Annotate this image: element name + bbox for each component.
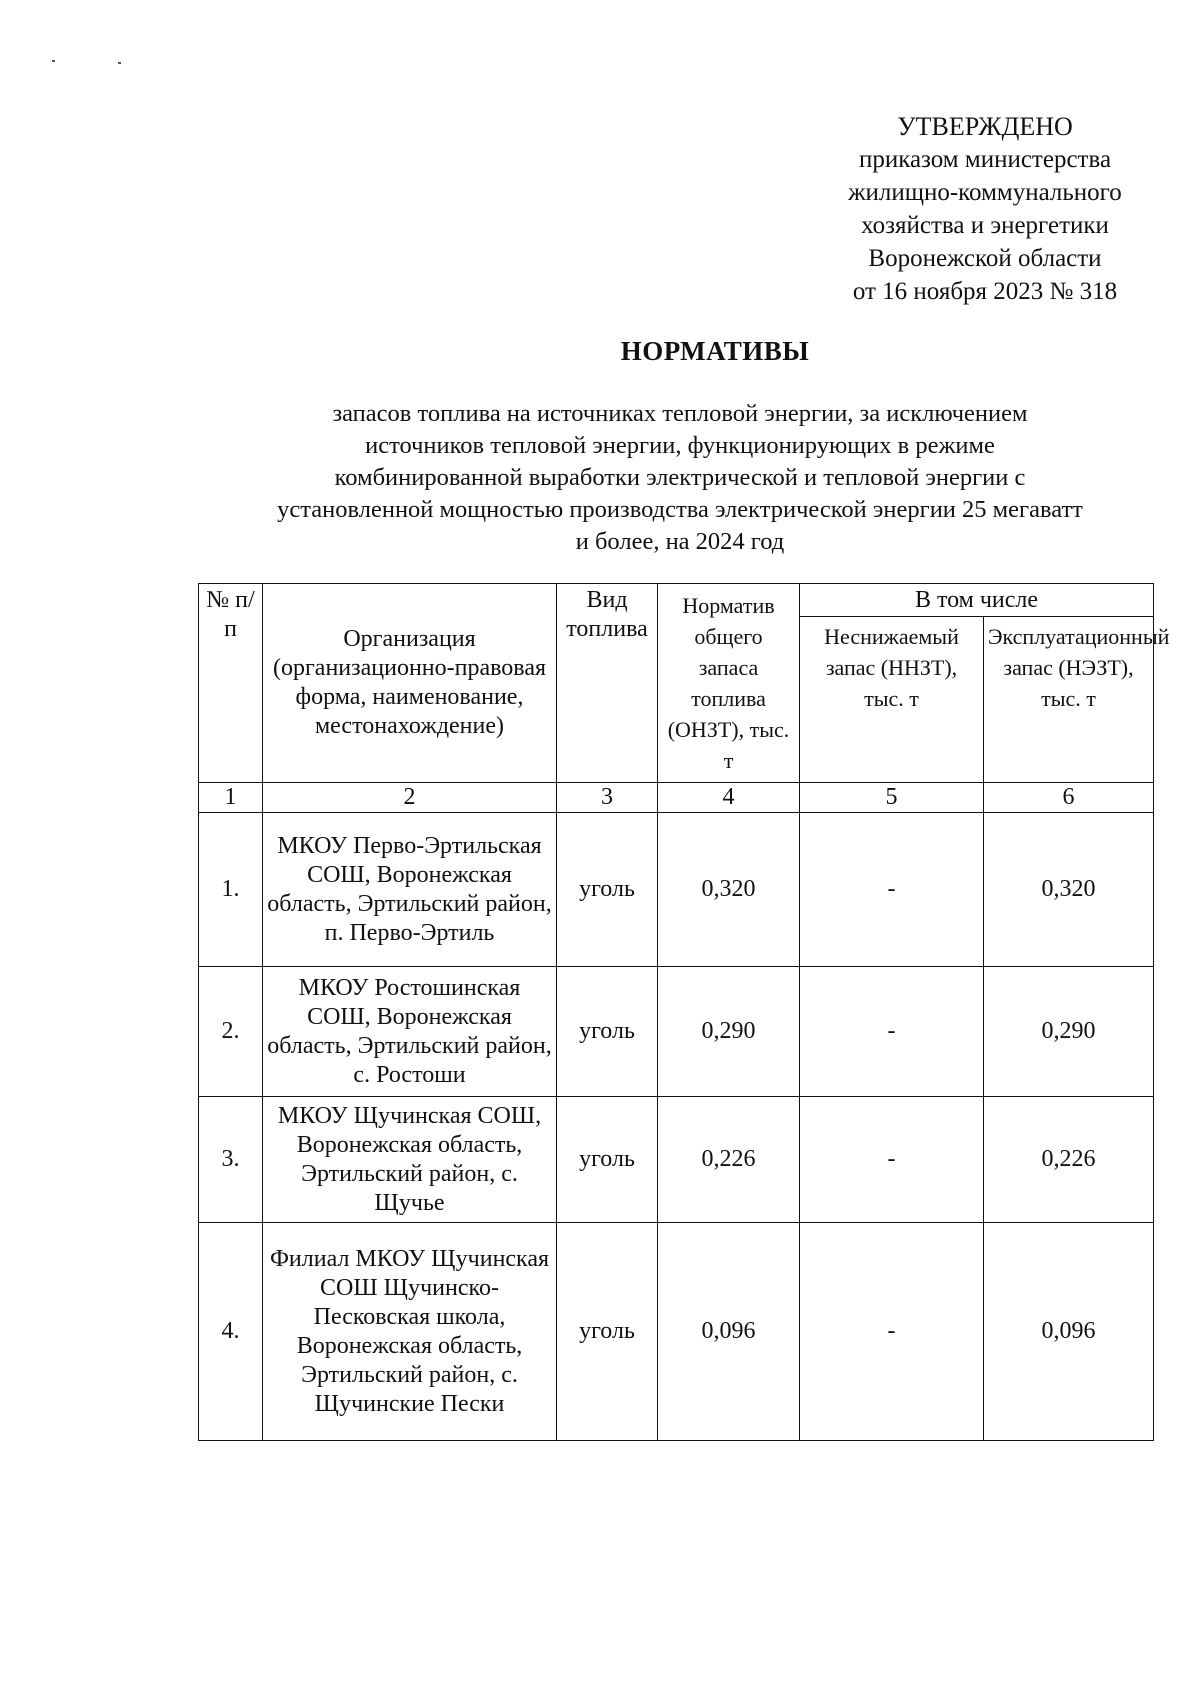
header-fuel-type: Вид топлива — [557, 584, 658, 783]
header-number: № п/п — [199, 584, 263, 783]
approval-line: от 16 ноября 2023 № 318 — [852, 278, 1118, 305]
row-onzt: 0,096 — [658, 1223, 800, 1441]
row-organization: Филиал МКОУ Щучинская СОШ Щучинско-Песковская школа, Воронежская область, Эртильский район, с. Щучинские Пески — [263, 1223, 557, 1441]
row-fuel-type: уголь — [557, 813, 658, 967]
row-fuel-type: уголь — [557, 1223, 658, 1441]
row-nnzt: - — [800, 967, 984, 1097]
row-number: 1. — [199, 813, 263, 967]
row-onzt: 0,226 — [658, 1097, 800, 1223]
row-number: 2. — [199, 967, 263, 1097]
row-number: 3. — [199, 1097, 263, 1223]
approval-line: Воронежской области — [868, 245, 1102, 272]
scan-speck — [118, 62, 121, 64]
header-onzt: Норматив общего запаса топлива (ОНЗТ), тыс. т — [658, 584, 800, 783]
table-row — [199, 813, 1154, 967]
column-number: 1 — [199, 783, 263, 813]
column-number: 4 — [658, 783, 800, 813]
row-onzt: 0,320 — [658, 813, 800, 967]
row-nnzt: - — [800, 813, 984, 967]
table-row — [199, 967, 1154, 1097]
approval-line: хозяйства и энергетики — [861, 212, 1109, 239]
subtitle-line: запасов топлива на источниках тепловой энергии, за исключением — [332, 400, 1028, 427]
norms-table — [198, 583, 1170, 1441]
approval-heading: УТВЕРЖДЕНО — [897, 112, 1073, 141]
approval-line: приказом министерства — [858, 146, 1112, 173]
column-number: 2 — [263, 783, 557, 813]
header-organization: Организация (организационно-правовая форма, наименование, местонахождение) — [263, 584, 557, 783]
row-fuel-type: уголь — [557, 1097, 658, 1223]
row-organization: МКОУ Щучинская СОШ, Воронежская область, Эртильский район, с. Щучье — [263, 1097, 557, 1223]
column-number-row — [199, 783, 1154, 813]
header-nnzt: Неснижаемый запас (ННЗТ), тыс. т — [800, 617, 984, 783]
approval-block — [820, 110, 1150, 308]
row-organization: МКОУ Перво-Эртильская СОШ, Воронежская область, Эртильский район, п. Перво-Эртиль — [263, 813, 557, 967]
row-onzt: 0,290 — [658, 967, 800, 1097]
subtitle-line: источников тепловой энергии, функционирующих в режиме — [365, 432, 995, 459]
approval-line: жилищно-коммунального — [848, 179, 1122, 206]
table-row — [199, 1223, 1154, 1441]
row-number: 4. — [199, 1223, 263, 1441]
subtitle-line: и более, на 2024 год — [575, 528, 785, 555]
header-including: В том числе — [800, 584, 1154, 617]
row-nnzt: - — [800, 1223, 984, 1441]
row-nezt: 0,096 — [984, 1223, 1154, 1441]
row-nezt: 0,226 — [984, 1097, 1154, 1223]
scan-speck — [52, 60, 55, 62]
row-fuel-type: уголь — [557, 967, 658, 1097]
subtitle-line: комбинированной выработки электрической и тепловой энергии с — [334, 464, 1026, 491]
subtitle-line: установленной мощностью производства электрической энергии 25 мегаватт — [277, 496, 1083, 523]
column-number: 5 — [800, 783, 984, 813]
document-subtitle — [200, 398, 1160, 558]
column-number: 3 — [557, 783, 658, 813]
row-nezt: 0,320 — [984, 813, 1154, 967]
row-organization: МКОУ Ростошинская СОШ, Воронежская область, Эртильский район, с. Ростоши — [263, 967, 557, 1097]
row-nnzt: - — [800, 1097, 984, 1223]
column-number: 6 — [984, 783, 1154, 813]
header-nezt: Эксплуатационный запас (НЭЗТ), тыс. т — [984, 617, 1154, 783]
table-header-row — [199, 584, 1154, 617]
row-nezt: 0,290 — [984, 967, 1154, 1097]
table-row — [199, 1097, 1154, 1223]
document-title: НОРМАТИВЫ — [620, 336, 810, 366]
